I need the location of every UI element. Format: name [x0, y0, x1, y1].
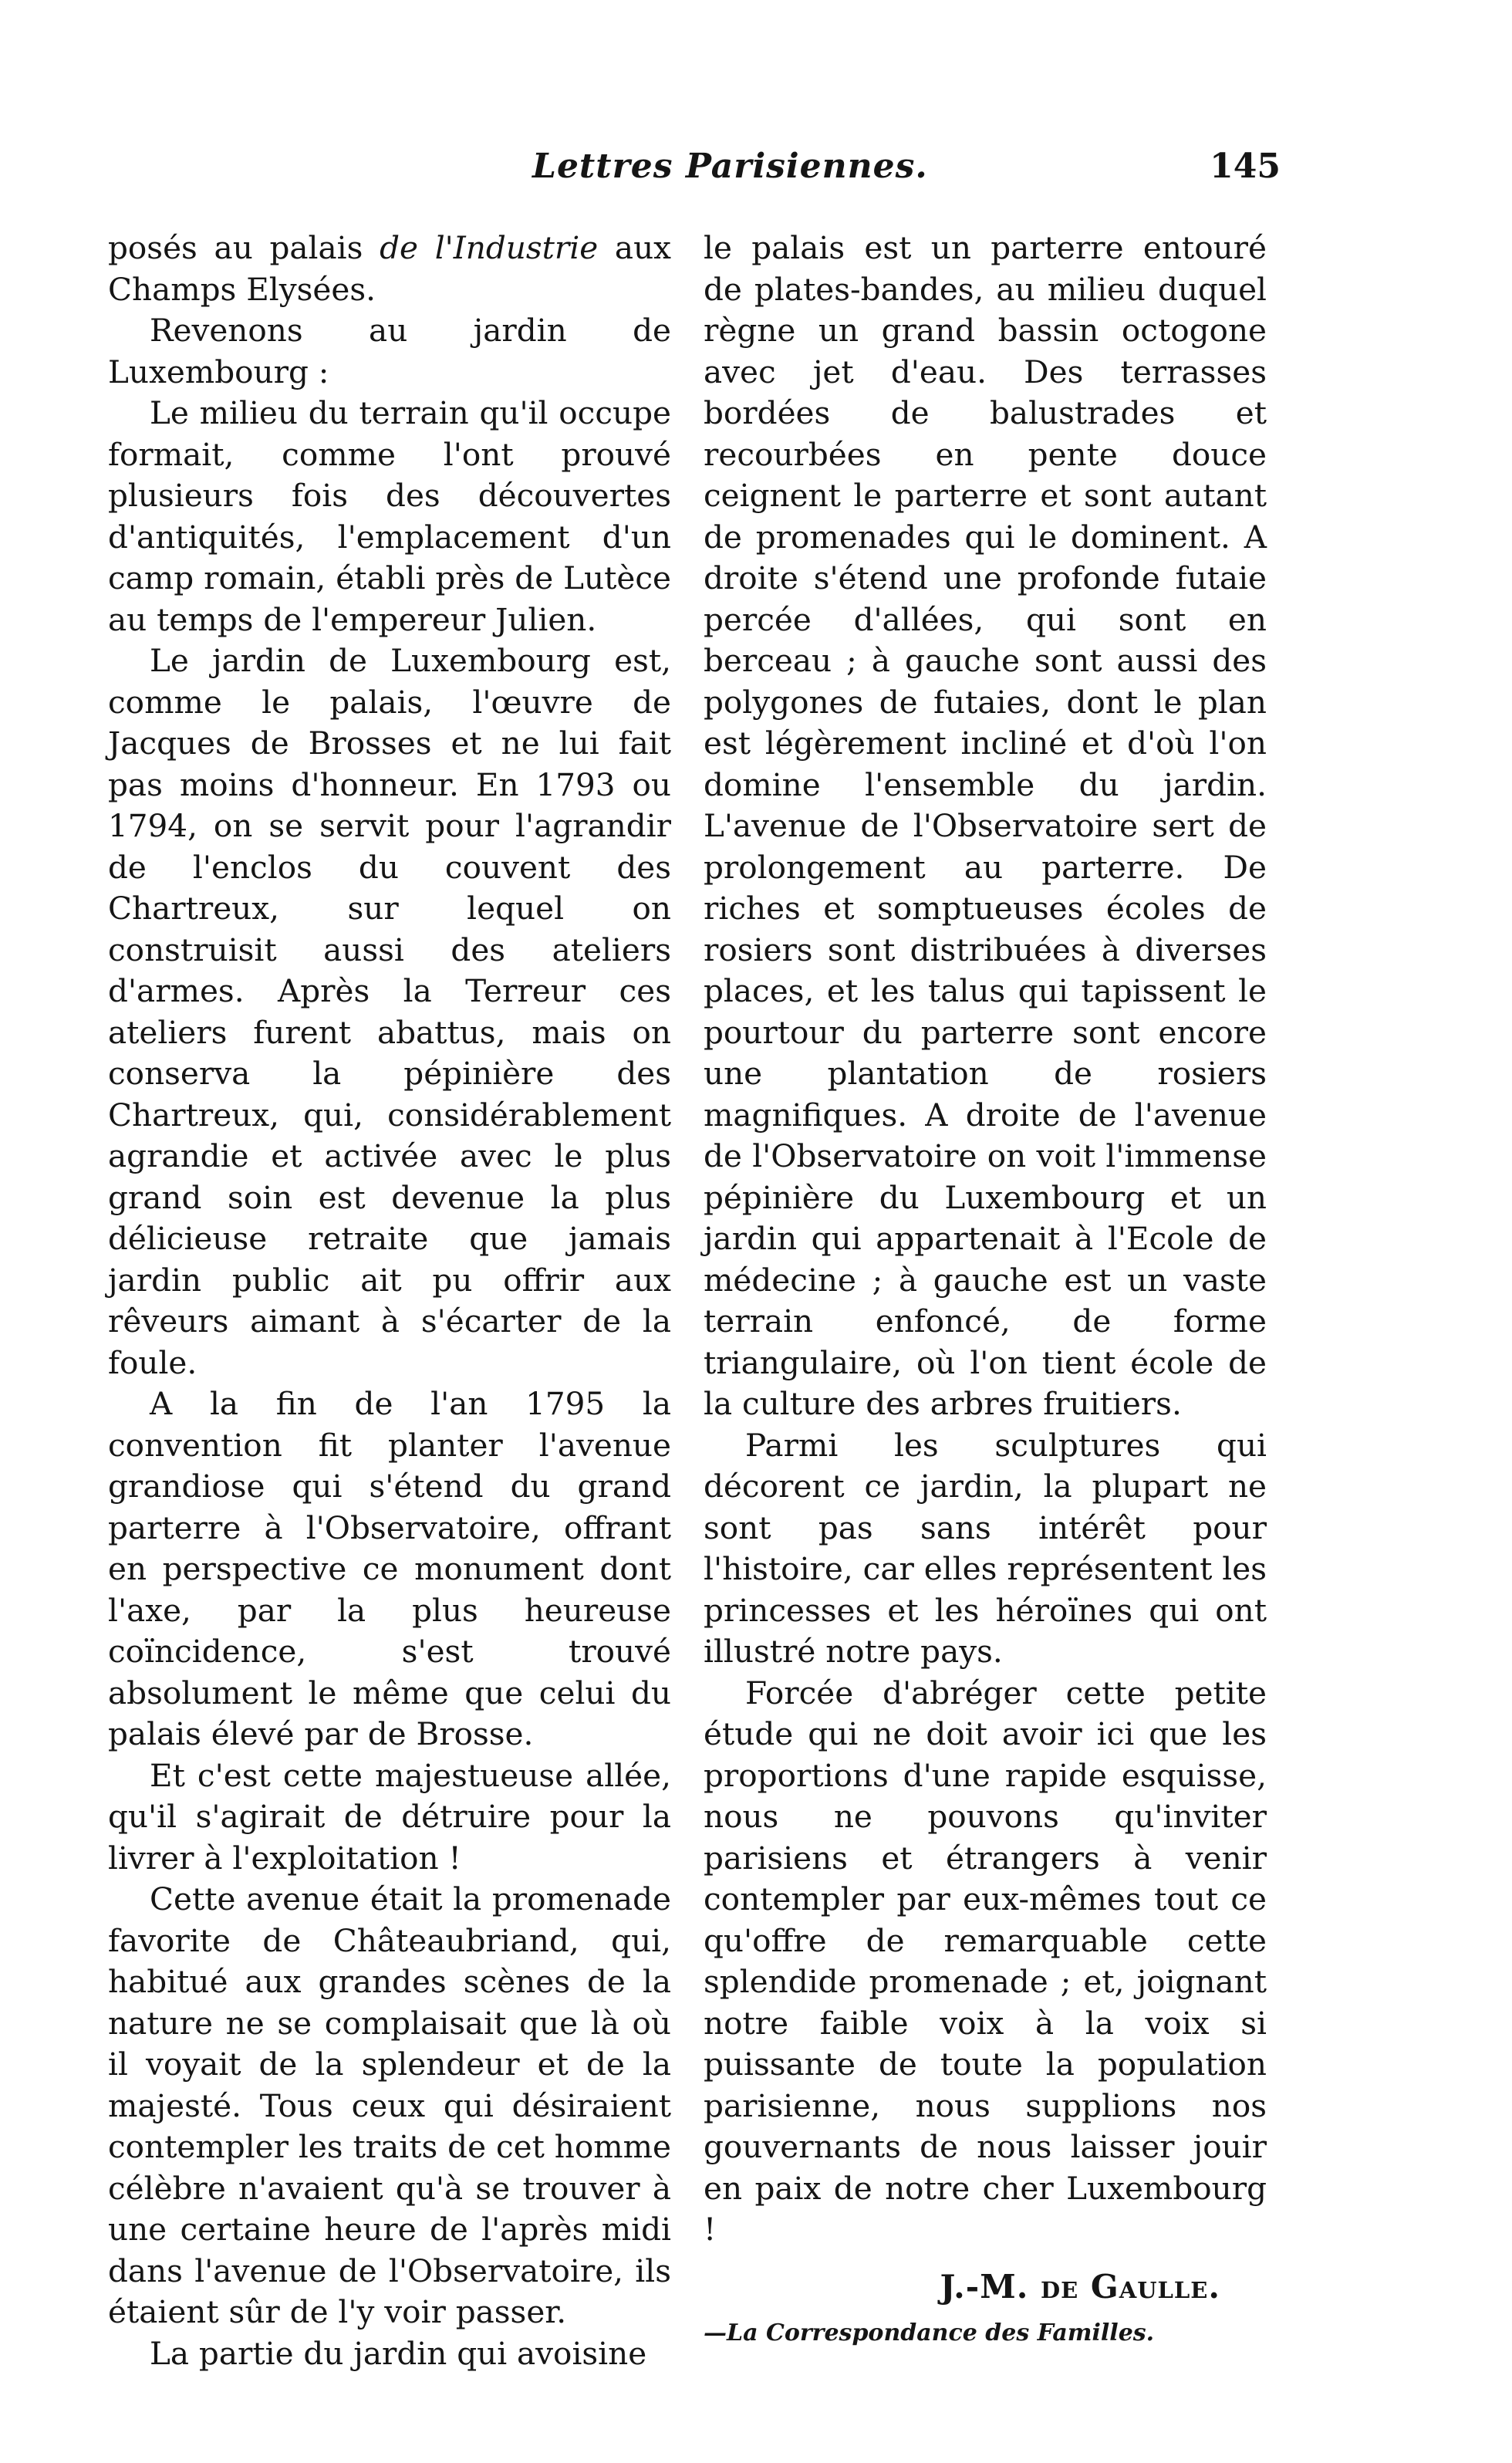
right-paragraph-1: le palais est un parterre entouré de plates-bandes, au milieu duquel règne un grand bassin octogone avec jet d'eau. Des terrasses bordées de balustrades et recourbées en pente douce ceignent le parterre et sont autant de promenades qui le dominent. A droite s'étend une profonde futaie percée d'allées, qui sont en berceau ; à gauche sont aussi des polygones de futaies, dont le plan est légèrement incliné et d'où l'on domine l'ensemble du jardin. L'avenue de l'Observatoire sert de prolongement au parterre. De riches et somptueuses écoles de rosiers sont distribuées à diverses places, et les talus qui tapissent le pourtour du parterre sont encore une plantation de rosiers magnifiques. A droite de l'avenue de l'Observatoire on voit l'immense pépinière du Luxembourg et un jardin qui appartenait à l'Ecole de médecine ; à gauche est un vaste terrain enfoncé, de forme triangulaire, où l'on tient école de la culture des arbres fruitiers.: [704, 229, 1267, 1422]
author-signature: [704, 2268, 1267, 2306]
left-paragraph-7: Cette avenue était la promenade favorite de Châteaubriand, qui, habitué aux grandes scènes de la nature ne se complaisait que là où il voyait de la splendeur et de la majesté. Tous ceux qui désiraient contempler les traits de cet homme célèbre n'avaient qu'à se trouver à une certaine heure de l'après midi dans l'avenue de l'Observatoire, ils étaient sûr de l'y voir passer.: [108, 1880, 671, 2330]
left-paragraph-1-end: aux Champs Elysées.: [108, 229, 671, 308]
source-citation: —La Correspondance des Familles.: [704, 2319, 1155, 2346]
right-paragraph-3: Forcée d'abréger cette petite étude qui ne doit avoir ici que les proportions d'une rapide esquisse, nous ne pouvons qu'inviter parisiens et étrangers à venir contempler par eux-mêmes tout ce qu'offre de remarquable cette splendide promenade ; et, joignant notre faible voix à la voix si puissante de toute la population parisienne, nous supplions nos gouvernants de nous laisser jouir en paix de notre cher Luxembourg !: [704, 1674, 1267, 2248]
left-paragraph-5: A la fin de l'an 1795 la convention fit planter l'avenue grandiose qui s'étend du grand parterre à l'Observatoire, offrant en perspective ce monument dont l'axe, par la plus heureuse coïncidence, s'est trouvé absolument le même que celui du palais élevé par de Brosse.: [108, 1385, 671, 1752]
left-column: [108, 228, 671, 2374]
running-title: Lettres Parisiennes.: [532, 147, 928, 186]
left-paragraph-6: Et c'est cette majestueuse allée, qu'il s'agirait de détruire pour la livrer à l'exploitation !: [108, 1756, 671, 1877]
left-paragraph-1: [108, 228, 671, 310]
left-paragraph-8: La partie du jardin qui avoisine: [150, 2334, 647, 2372]
left-paragraph-1-italic: de l'Industrie: [380, 229, 599, 266]
signature-initials: J.-M.: [940, 2267, 1041, 2306]
left-paragraph-1-start: posés au palais: [108, 229, 380, 266]
running-head: [108, 147, 1281, 201]
right-column: [704, 228, 1267, 2346]
left-paragraph-3: Le milieu du terrain qu'il occupe formait, comme l'ont prouvé plusieurs fois des découvertes d'antiquités, l'emplacement d'un camp romain, établi près de Lutèce au temps de l'empereur Julien.: [108, 394, 671, 638]
right-paragraph-2: Parmi les sculptures qui décorent ce jardin, la plupart ne sont pas sans intérêt pour l'histoire, car elles représentent les princesses et les héroïnes qui ont illustré notre pays.: [704, 1426, 1267, 1670]
left-paragraph-2: Revenons au jardin de Luxembourg :: [108, 312, 671, 390]
left-paragraph-4: Le jardin de Luxembourg est, comme le palais, l'œuvre de Jacques de Brosses et ne lui fait pas moins d'honneur. En 1793 ou 1794, on se servit pour l'agrandir de l'enclos du couvent des Chartreux, sur lequel on construisit aussi des ateliers d'armes. Après la Terreur ces ateliers furent abattus, mais on conserva la pépinière des Chartreux, qui, considérablement agrandie et activée avec le plus grand soin est devenue la plus délicieuse retraite que jamais jardin public ait pu offrir aux rêveurs aimant à s'écarter de la foule.: [108, 642, 671, 1381]
page-number: 145: [1210, 147, 1281, 186]
signature-name: de Gaulle.: [1040, 2267, 1220, 2306]
